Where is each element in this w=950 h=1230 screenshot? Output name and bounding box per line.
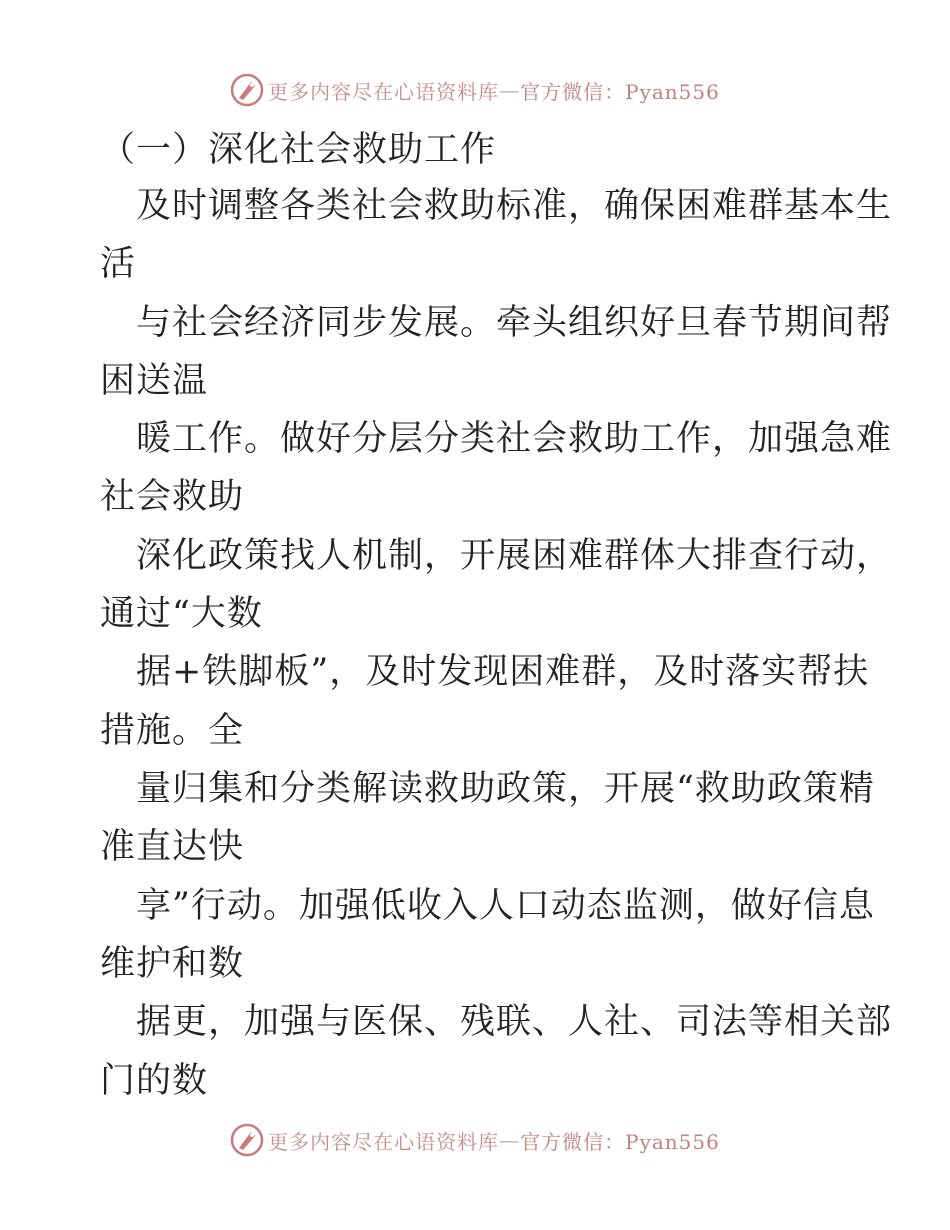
pen-nib-logo-icon bbox=[230, 73, 264, 107]
paragraph-line: 据更，加强与医保、残联、人社、司法等相关部 bbox=[136, 1002, 893, 1042]
banner-dash: — bbox=[499, 1128, 521, 1152]
banner-wechat: 官方微信：Pyan556 bbox=[520, 79, 720, 104]
paragraph-line: 暖工作。做好分层分类社会救助工作，加强急难 bbox=[136, 419, 893, 459]
header-watermark-banner bbox=[0, 70, 950, 110]
banner-wechat: 官方微信：Pyan556 bbox=[520, 1129, 720, 1154]
banner-text: 更多内容尽在心语资料库 bbox=[268, 79, 500, 104]
paragraph-line: 及时调整各类社会救助标准，确保困难群基本生 bbox=[136, 186, 893, 226]
paragraph-line: 困送温 bbox=[100, 361, 209, 401]
banner-dash: — bbox=[499, 78, 521, 102]
banner-text: 更多内容尽在心语资料库 bbox=[268, 1129, 500, 1154]
paragraph-line: 措施。全 bbox=[100, 711, 245, 751]
paragraph-line: 深化政策找人机制，开展困难群体大排查行动， bbox=[136, 536, 893, 576]
paragraph-line: 通过“大数 bbox=[100, 594, 263, 634]
paragraph-line: 与社会经济同步发展。牵头组织好旦春节期间帮 bbox=[136, 303, 893, 343]
pen-nib-logo-icon bbox=[230, 1123, 264, 1157]
paragraph-line: 据+铁脚板”，及时发现困难群，及时落实帮扶 bbox=[136, 652, 870, 692]
paragraph-line: 维护和数 bbox=[100, 944, 245, 984]
paragraph-line: 享”行动。加强低收入人口动态监测，做好信息 bbox=[136, 886, 875, 926]
paragraph-line: 社会救助 bbox=[100, 477, 245, 517]
paragraph-line: 活 bbox=[100, 244, 137, 284]
footer-watermark-banner bbox=[0, 1120, 950, 1160]
paragraph-line: 门的数 bbox=[100, 1061, 209, 1101]
paragraph-line: 量归集和分类解读救助政策，开展“救助政策精 bbox=[136, 769, 875, 809]
section-heading: （一）深化社会救助工作 bbox=[100, 130, 497, 170]
paragraph-line: 准直达快 bbox=[100, 827, 245, 867]
